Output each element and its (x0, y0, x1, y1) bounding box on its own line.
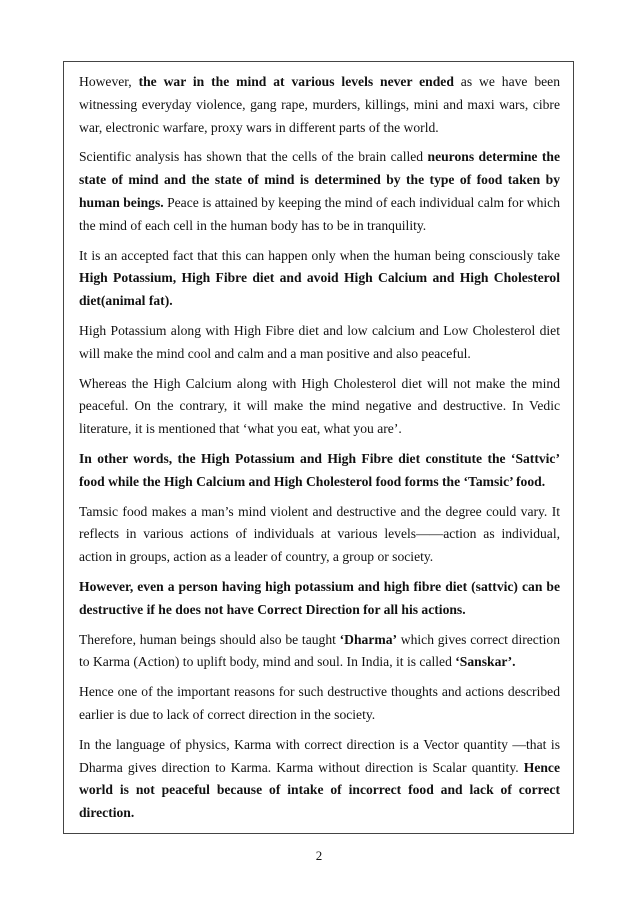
paragraph-3: It is an accepted fact that this can happen only when the human being consciously take High Potassium, High Fibre diet and avoid High Calcium and High Cholesterol diet(animal fat). (79, 247, 560, 309)
paragraph-1: However, the war in the mind at various levels never ended as we have been witnessing everyday violence, gang rape, murders, killings, mini and maxi wars, cibre war, electronic warfare, proxy wars in different parts of the world. (79, 74, 560, 135)
paragraph-9: Therefore, human beings should also be taught ‘Dharma’ which gives correct direction to Karma (Action) to uplift body, mind and soul. In India, it is called ‘Sanskar’. (79, 631, 560, 670)
paragraph-2: Scientific analysis has shown that the cells of the brain called neurons determine the state of mind and the state of mind is determined by the type of food taken by human beings. Peace is attained by keeping the mind of each individual calm for which the mind of each cell in the human body has to be in tranquility. (79, 149, 560, 233)
paragraph-4: High Potassium along with High Fibre diet and low calcium and Low Cholesterol diet will make the mind cool and calm and a man positive and also peaceful. (79, 322, 560, 361)
paragraph-6: In other words, the High Potassium and High Fibre diet constitute the ‘Sattvic’ food while the High Calcium and High Cholesterol food forms the ‘Tamsic’ food. (79, 450, 560, 489)
paragraph-10: Hence one of the important reasons for such destructive thoughts and actions described earlier is due to lack of correct direction in the society. (79, 684, 560, 722)
page-number: 2 (315, 848, 323, 863)
paragraph-7: Tamsic food makes a man’s mind violent and destructive and the degree could vary. It reflects in various actions of individuals at various levels——action as individual, action in groups, action as a leader of country, a group or society. (79, 503, 560, 565)
paragraph-8: However, even a person having high potassium and high fibre diet (sattvic) can be destructive if he does not have Correct Direction for all his actions. (79, 578, 560, 617)
paragraph-11: In the language of physics, Karma with correct direction is a Vector quantity —that is Dharma gives direction to Karma. Karma without direction is Scalar quantity. Hence world is not peaceful because of intake of incorrect food and lack of correct direction. (79, 736, 560, 821)
document-body (79, 71, 560, 832)
paragraph-5: Whereas the High Calcium along with High Cholesterol diet will not make the mind peaceful. On the contrary, it will make the mind negative and destructive. In Vedic literature, it is mentioned that ‘what you eat, what you are’. (79, 375, 560, 437)
